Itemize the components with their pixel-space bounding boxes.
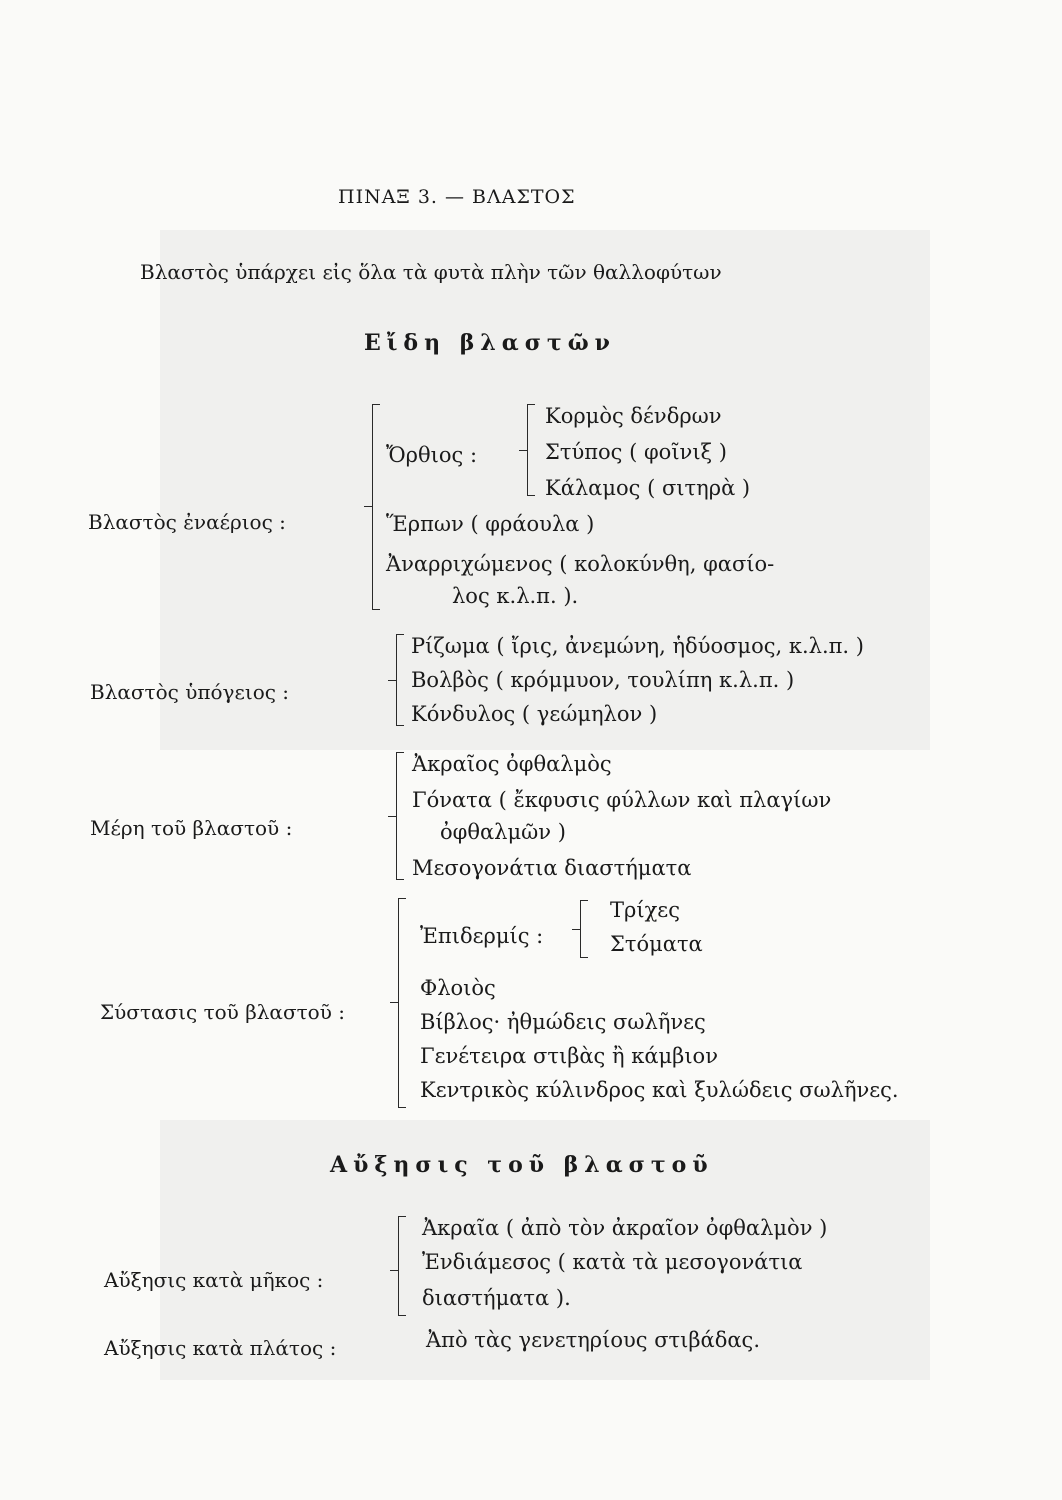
climbing-item: Ἀναρριχώμενος ( κολοκύνθη, φασίο- <box>386 552 775 576</box>
creeping-item: Ἕρπων ( φράουλα ) <box>386 512 595 536</box>
underground-shoot-label: Βλαστὸς ὑπόγειος : <box>90 680 290 704</box>
composition-item: Βίβλος· ἠθμώδεις σωλῆνες <box>420 1010 706 1034</box>
underground-brace <box>396 634 397 726</box>
composition-label: Σύστασις τοῦ βλαστοῦ : <box>100 1000 345 1024</box>
underground-item: Κόνδυλος ( γεώμηλον ) <box>411 702 658 726</box>
composition-item: Κεντρικὸς κύλινδρος καὶ ξυλώδεις σωλῆνες. <box>420 1078 899 1102</box>
parts-item-cont: ὀφθαλμῶν ) <box>440 820 566 844</box>
composition-brace-notch <box>390 1002 398 1003</box>
upright-item: Κάλαμος ( σιτηρὰ ) <box>545 476 751 500</box>
underground-item: Βολβὸς ( κρόμμυον, τουλίπη κ.λ.π. ) <box>411 668 795 692</box>
composition-item: Φλοιὸς <box>420 976 496 1000</box>
upright-brace-notch <box>519 450 527 451</box>
width-growth-label: Αὔξησις κατὰ πλάτος : <box>104 1336 337 1360</box>
underground-item: Ρίζωμα ( ἴρις, ἀνεμώνη, ἡδύοσμος, κ.λ.π. ) <box>411 634 864 658</box>
length-growth-brace <box>398 1216 399 1316</box>
width-growth-value: Ἀπὸ τὰς γενετηρίους στιβάδας. <box>426 1328 760 1352</box>
aerial-shoot-label: Βλαστὸς ἐναέριος : <box>88 510 286 534</box>
aerial-brace <box>372 404 373 610</box>
underground-brace-notch <box>388 680 396 681</box>
composition-brace <box>398 898 399 1108</box>
upright-item: Στύπος ( φοῖνιξ ) <box>545 440 727 464</box>
intro-line: Βλαστὸς ὑπάρχει εἰς ὅλα τὰ φυτὰ πλὴν τῶν θαλλοφύτων <box>140 260 722 284</box>
parts-item: Γόνατα ( ἔκφυσις φύλλων καὶ πλαγίων <box>412 788 832 812</box>
upright-brace <box>527 404 528 496</box>
length-growth-item-cont: διαστήματα ). <box>422 1286 571 1310</box>
epidermis-item: Στόματα <box>610 932 703 956</box>
upright-label: Ὄρθιος : <box>386 443 478 467</box>
climbing-item-cont: λος κ.λ.π. ). <box>452 584 579 608</box>
parts-label: Μέρη τοῦ βλαστοῦ : <box>90 816 293 840</box>
epidermis-label: Ἐπιδερμίς : <box>420 924 544 948</box>
table-title: ΠΙΝΑΞ 3. — ΒΛΑΣΤΟΣ <box>338 186 576 208</box>
epidermis-brace <box>580 900 581 958</box>
epidermis-brace-notch <box>572 929 580 930</box>
length-growth-item: Ἐνδιάμεσος ( κατὰ τὰ μεσογονάτια <box>422 1250 803 1274</box>
parts-brace <box>396 752 397 880</box>
upright-item: Κορμὸς δένδρων <box>545 404 722 428</box>
parts-brace-notch <box>388 816 396 817</box>
length-growth-brace-notch <box>390 1270 398 1271</box>
parts-item: Ἀκραῖος ὀφθαλμὸς <box>412 752 612 776</box>
composition-item: Γενέτειρα στιβὰς ἢ κάμβιον <box>420 1044 718 1068</box>
parts-item: Μεσογονάτια διαστήματα <box>412 856 692 880</box>
epidermis-item: Τρίχες <box>610 898 680 922</box>
section-heading-growth: Αὔξησις τοῦ βλαστοῦ <box>330 1152 714 1178</box>
section-heading-types: Εἴδη βλαστῶν <box>364 330 616 356</box>
length-growth-label: Αὔξησις κατὰ μῆκος : <box>104 1268 324 1292</box>
aerial-brace-notch <box>364 506 372 507</box>
length-growth-item: Ἀκραῖα ( ἀπὸ τὸν ἀκραῖον ὀφθαλμὸν ) <box>422 1216 828 1240</box>
